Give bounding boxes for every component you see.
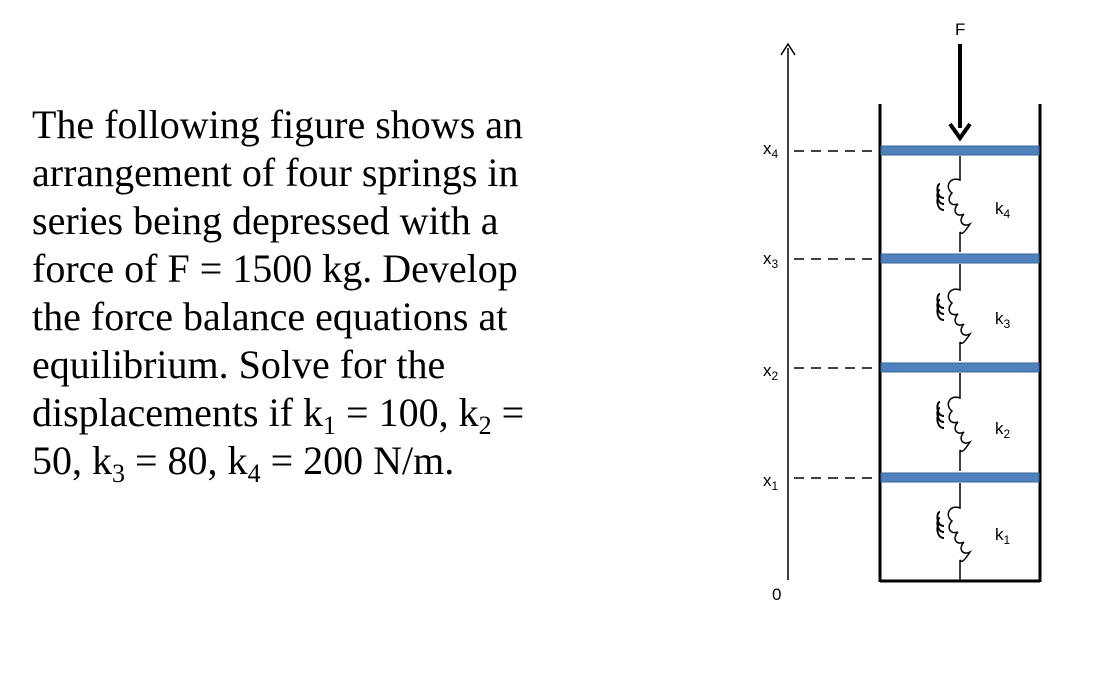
- plate-x2: [881, 363, 1039, 372]
- spring-label-k1-base: k: [995, 525, 1004, 544]
- position-marker-x3: [763, 249, 1039, 271]
- spring-label-k3: [995, 309, 1011, 331]
- k2-subscript: 2: [478, 411, 492, 440]
- position-label-x3-base: x: [763, 249, 772, 268]
- plate-x4: [881, 146, 1039, 155]
- spring-label-k3-sub: 3: [1003, 317, 1011, 331]
- spring-k1-icon: [948, 483, 970, 580]
- problem-line-5: the force balance equations at: [32, 294, 508, 339]
- position-label-x4-base: x: [763, 139, 772, 158]
- spring-label-k4-base: k: [995, 199, 1004, 218]
- position-label-x3: [763, 249, 779, 271]
- plate-x1: [881, 473, 1039, 482]
- k1-subscript: 1: [323, 411, 337, 440]
- spring-k2-icon: [948, 373, 970, 471]
- spring-label-k1-sub: 1: [1003, 533, 1011, 547]
- position-label-x2-sub: 2: [771, 369, 779, 383]
- spring-k4: [937, 156, 1010, 252]
- spring-label-k3-base: k: [995, 309, 1004, 328]
- force-label: F: [955, 20, 966, 39]
- problem-line-7-post: =: [491, 390, 525, 435]
- origin-label: 0: [772, 585, 782, 604]
- position-label-x1-base: x: [763, 471, 772, 490]
- position-label-x2: [763, 361, 779, 383]
- problem-line-7-mid: = 100, k: [336, 390, 479, 435]
- spring-label-k2-base: k: [995, 419, 1004, 438]
- problem-line-1: The following figure shows an: [32, 102, 524, 147]
- position-label-x2-base: x: [763, 361, 772, 380]
- position-marker-x4: [763, 139, 1039, 161]
- spring-k2: [937, 373, 1010, 471]
- position-marker-x2: [763, 361, 1039, 383]
- position-label-x1-sub: 1: [771, 479, 779, 493]
- problem-line-2: arrangement of four springs in: [32, 150, 519, 195]
- spring-k3: [937, 264, 1010, 361]
- problem-line-4: force of F = 1500 kg. Develop: [32, 246, 518, 291]
- position-label-x4-sub: 4: [771, 147, 779, 161]
- plate-x3: [881, 254, 1039, 263]
- spring-k4-coil: [937, 184, 944, 210]
- position-label-x3-sub: 3: [771, 257, 779, 271]
- problem-line-3: series being depressed with a: [32, 198, 499, 243]
- spring-k4-icon: [948, 156, 970, 252]
- spring-k1: [937, 483, 1010, 580]
- problem-line-8-mid: = 80, k: [125, 438, 248, 483]
- spring-label-k4-sub: 4: [1003, 207, 1011, 221]
- problem-line-8-pre: 50, k: [32, 438, 112, 483]
- position-label-x1: [763, 471, 779, 493]
- problem-line-6: equilibrium. Solve for the: [32, 342, 446, 387]
- spring-k3-icon: [948, 264, 970, 361]
- spring-k1-coil: [937, 512, 944, 538]
- spring-label-k1: [995, 525, 1011, 547]
- problem-line-8-post: = 200 N/m.: [260, 438, 455, 483]
- position-label-x4: [763, 139, 779, 161]
- spring-label-k4: [995, 199, 1011, 221]
- position-marker-x1: [763, 471, 1039, 493]
- k3-subscript: 3: [112, 459, 125, 488]
- spring-k2-coil: [937, 402, 944, 428]
- problem-line-7-pre: displacements if k: [32, 390, 324, 435]
- spring-label-k2: [995, 419, 1011, 441]
- spring-k3-coil: [937, 294, 944, 320]
- k4-subscript: 4: [247, 459, 261, 488]
- spring-label-k2-sub: 2: [1003, 427, 1011, 441]
